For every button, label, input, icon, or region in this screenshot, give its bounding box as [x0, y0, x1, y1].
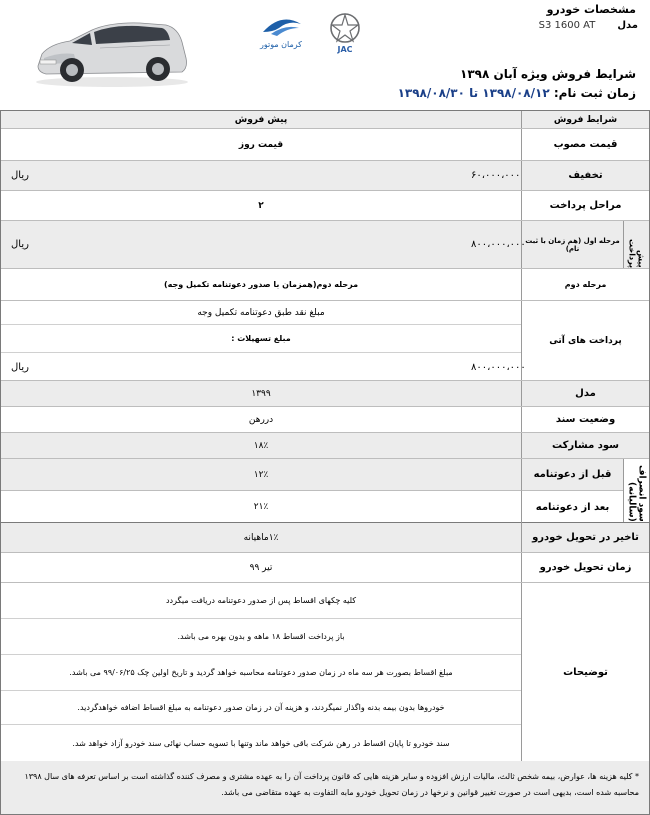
profit-share-value: ۱۸٪ [253, 440, 269, 451]
sale-conditions-value: پیش فروش [234, 114, 288, 125]
delay-label: تاخیر در تحویل خودرو [521, 523, 649, 552]
sale-conditions-label: شرایط فروش [521, 111, 649, 128]
row-payment-stages [1, 191, 649, 221]
future-cash-text: مبلغ نقد طبق دعوتنامه تکمیل وجه [1, 301, 521, 325]
future-amount: ۸۰۰،۰۰۰،۰۰۰ [471, 361, 526, 373]
delivery-value: تیر ۹۹ [249, 562, 273, 573]
row-approved-price [1, 129, 649, 161]
row-profit-share [1, 433, 649, 459]
dealer-logo [255, 14, 307, 52]
discount-label: تخفیف [521, 161, 649, 190]
delay-value: ۱٪ماهیانه [243, 532, 279, 543]
future-amount-cell [1, 353, 526, 381]
footnote [1, 761, 649, 814]
model-value: S3 1600 AT [538, 20, 596, 31]
future-payments-label: پرداخت های آتی [521, 301, 649, 380]
jac-logo [320, 12, 370, 54]
notes-label: توضیحات [521, 583, 649, 761]
profit-share-label: سود مشارکت [521, 433, 649, 458]
doc-status-value: دررهن [248, 414, 274, 425]
row-future-payments [1, 301, 649, 381]
delivery-label: زمان تحویل خودرو [521, 553, 649, 582]
model-year-value: ۱۳۹۹ [251, 388, 271, 399]
car-image [30, 14, 192, 88]
approved-price-value: قیمت روز [238, 139, 284, 150]
registration-dates: ۱۳۹۸/۰۸/۱۲ تا ۱۳۹۸/۰۸/۳۰ [397, 86, 550, 100]
row-doc-status [1, 407, 649, 433]
stage1-currency: ریال [11, 239, 29, 250]
row-discount [1, 161, 649, 191]
row-delay [1, 523, 649, 553]
future-currency: ریال [11, 361, 29, 373]
row-notes [1, 583, 649, 761]
note-item: باز پرداخت اقساط ۱۸ ماهه و بدون بهره می باشد. [1, 619, 521, 655]
row-penalty [1, 459, 649, 523]
spec-title: مشخصات خودرو [546, 3, 636, 16]
note-item: سند خودرو تا پایان اقساط در رهن شرکت باقی خواهد ماند وتنها با تسویه حساب نهائی سند خودرو آزاد خواهد شد. [72, 738, 450, 748]
discount-currency: ریال [11, 170, 29, 181]
stage1-amount: ۸۰۰،۰۰۰،۰۰۰ [471, 239, 526, 250]
before-invitation-value: ۱۲٪ [1, 459, 521, 491]
footnote-line-1: * کلیه هزینه ها، عوارض، بیمه شخص ثالث، مالیات ارزش افزوده و سایر هزینه هایی که قانون پرداخت آن را به عهده مشتری و مصرف کننده گذاشته است بر اساس تعرفه های سال ۱۳۹۸ [24, 772, 639, 781]
dealer-logo-text: کرمان موتور [259, 40, 303, 49]
prepay-group-cell [623, 221, 649, 268]
payment-stages-label: مراحل پرداخت [521, 191, 649, 220]
row-sale-conditions [1, 111, 649, 129]
row-stage-2 [1, 269, 649, 301]
discount-amount: ۶۰،۰۰۰،۰۰۰ [471, 170, 521, 181]
model-label: مدل [617, 20, 638, 31]
note-item: خودروها بدون بیمه بدنه واگذار نمیگردند، و هزینه آن در زمان صدور دعوتنامه به مبلغ اقساط اضافه خواهدگردید. [1, 691, 521, 725]
stage1-label: مرحله اول (هم زمان با ثبت نام) [521, 221, 623, 268]
footnote-line-2: محاسبه شده است، بدیهی است در صورت تغییر قوانین و نرخها در زمان تحویل خودرو مابه التفاوت به عهده متقاضی می باشد. [221, 788, 639, 797]
payment-stages-value: ۲ [258, 200, 264, 211]
row-model-year [1, 381, 649, 407]
after-invitation-value: ۲۱٪ [253, 502, 269, 512]
model-year-label: مدل [521, 381, 649, 406]
stage2-label: مرحله دوم [521, 269, 649, 300]
before-invitation-label: قبل از دعوتنامه [521, 459, 623, 491]
jac-logo-text: JAC [337, 45, 353, 54]
model-line [539, 20, 638, 31]
sales-conditions-table [0, 110, 650, 815]
doc-status-label: وضعیت سند [521, 407, 649, 432]
registration-line [398, 86, 636, 100]
prepay-group-label: پیش پرداخت [627, 238, 646, 268]
sale-title: شرایط فروش ویژه آبان ۱۳۹۸ [460, 67, 636, 81]
loan-amount-label: مبلغ تسهیلات : [1, 325, 521, 353]
registration-label: زمان ثبت نام: [553, 86, 636, 100]
note-item: مبلغ اقساط بصورت هر سه ماه در زمان صدور دعوتنامه محاسبه خواهد گردید و تاریخ اولین چک ۹۹/۰۶/۲۵ می باشد. [1, 655, 521, 691]
note-item: کلیه چکهای اقساط پس از صدور دعوتنامه دریافت میگردد [1, 583, 521, 619]
page-header [0, 0, 650, 108]
stage2-value: مرحله دوم(همزمان با صدور دعوتنامه تکمیل وجه) [163, 280, 359, 289]
row-stage-1 [1, 221, 649, 269]
approved-price-label: قیمت مصوب [521, 129, 649, 160]
row-delivery [1, 553, 649, 583]
penalty-group-cell [623, 459, 649, 522]
after-invitation-label: بعد از دعوتنامه [521, 491, 623, 523]
penalty-group-label: سود انصراف (سالیانه) [626, 465, 647, 522]
